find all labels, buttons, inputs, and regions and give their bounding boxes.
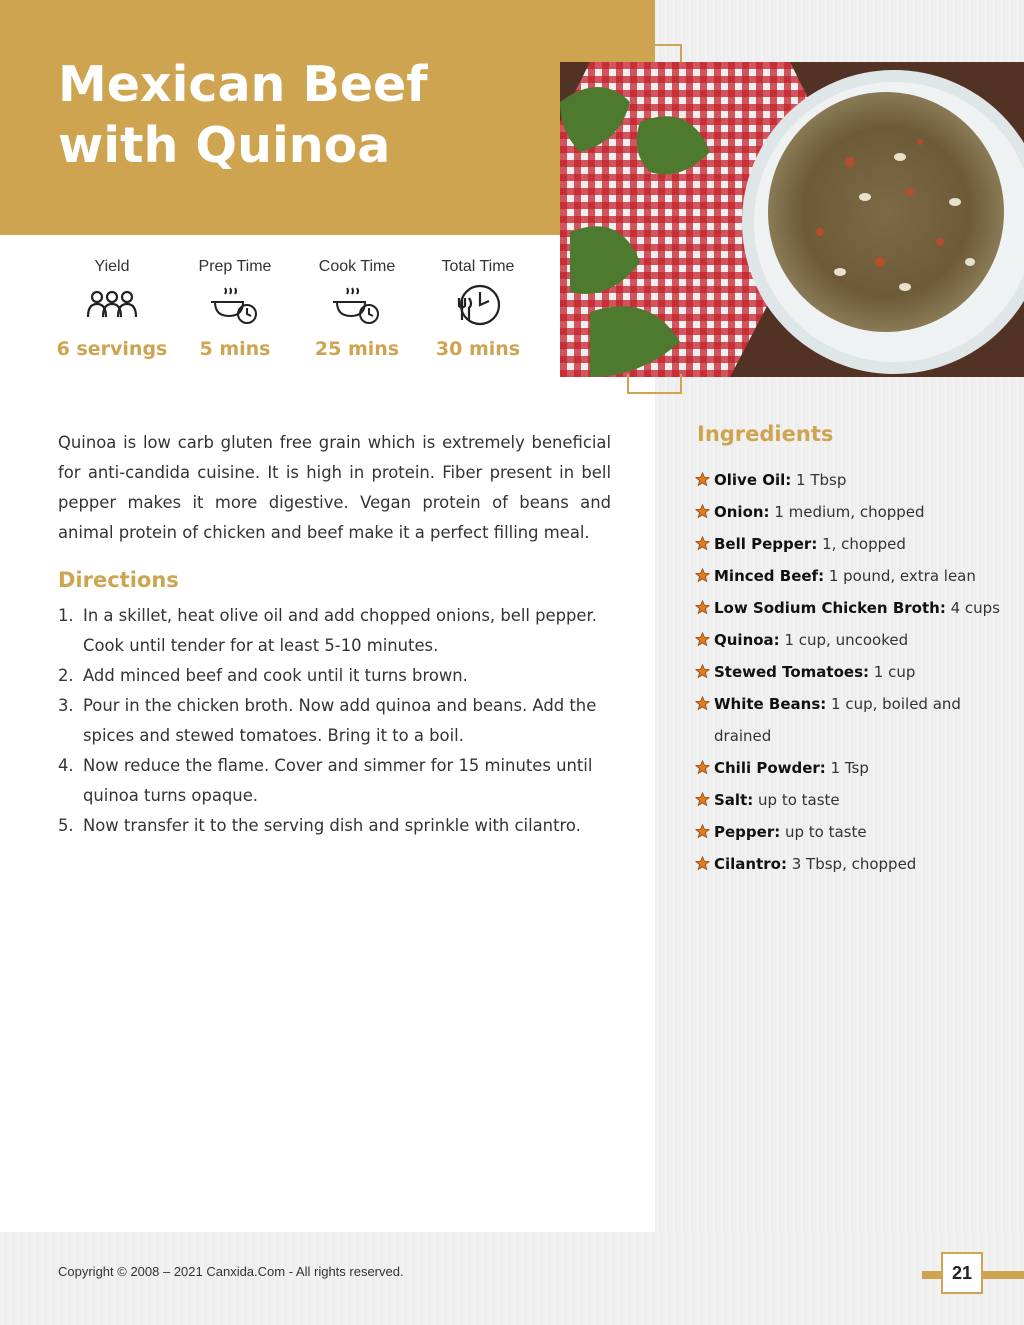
ingredient-amount: 1 cup, uncooked bbox=[779, 631, 909, 649]
ingredient-name: Stewed Tomatoes: bbox=[714, 663, 870, 681]
direction-step bbox=[58, 751, 611, 811]
step-text: Now transfer it to the serving dish and sprinkle with cilantro. bbox=[83, 816, 581, 835]
direction-step bbox=[58, 691, 611, 751]
copyright-notice: Copyright © 2008 – 2021 Canxida.Com - All rights reserved. bbox=[58, 1264, 404, 1279]
pan-timer-icon bbox=[297, 280, 417, 330]
ingredient-item bbox=[695, 752, 1015, 784]
stat-total-time bbox=[418, 258, 538, 360]
star-icon bbox=[695, 760, 710, 775]
direction-step bbox=[58, 811, 611, 841]
stat-value: 5 mins bbox=[199, 338, 271, 360]
star-icon bbox=[695, 792, 710, 807]
ingredient-amount: up to taste bbox=[753, 791, 840, 809]
star-icon bbox=[695, 632, 710, 647]
ingredient-name: Olive Oil: bbox=[714, 471, 792, 489]
step-number: 5. bbox=[58, 816, 74, 835]
step-text: Now reduce the flame. Cover and simmer for 15 minutes until quinoa turns opaque. bbox=[83, 756, 593, 805]
ingredient-name: Low Sodium Chicken Broth: bbox=[714, 599, 946, 617]
title-banner bbox=[0, 0, 655, 235]
ingredient-item bbox=[695, 624, 1015, 656]
ingredient-name: Onion: bbox=[714, 503, 770, 521]
stat-label: Total Time bbox=[441, 258, 515, 275]
stat-label: Cook Time bbox=[318, 258, 396, 275]
ingredient-item bbox=[695, 528, 1015, 560]
ingredient-amount: 4 cups bbox=[945, 599, 1000, 617]
step-text: In a skillet, heat olive oil and add chopped onions, bell pepper. Cook until tender for at least 5-10 minutes. bbox=[83, 606, 597, 655]
ingredients-list bbox=[695, 464, 1015, 880]
clock-cutlery-icon bbox=[418, 280, 538, 330]
stat-value: 25 mins bbox=[314, 338, 400, 360]
ingredients-heading: Ingredients bbox=[697, 422, 834, 446]
step-number: 2. bbox=[58, 666, 74, 685]
ingredient-amount: 1 Tsp bbox=[825, 759, 869, 777]
stat-value: 30 mins bbox=[435, 338, 521, 360]
direction-step bbox=[58, 601, 611, 661]
stat-value: 6 servings bbox=[56, 338, 168, 360]
directions-heading: Directions bbox=[58, 568, 179, 592]
ingredient-amount: 3 Tbsp, chopped bbox=[786, 855, 917, 873]
ingredient-amount: 1 cup, boiled and drained bbox=[714, 695, 961, 745]
ingredient-name: Chili Powder: bbox=[714, 759, 826, 777]
stat-yield bbox=[52, 258, 172, 360]
ingredient-amount: 1 Tbsp bbox=[791, 471, 847, 489]
page-number: 21 bbox=[941, 1252, 983, 1294]
pan-timer-icon bbox=[175, 280, 295, 330]
stat-prep-time bbox=[175, 258, 295, 360]
photo-frame-accent-top bbox=[627, 44, 682, 64]
ingredient-name: White Beans: bbox=[714, 695, 827, 713]
ingredient-item bbox=[695, 784, 1015, 816]
stat-cook-time bbox=[297, 258, 417, 360]
step-text: Pour in the chicken broth. Now add quinoa and beans. Add the spices and stewed tomatoes. Bring it to a boil. bbox=[83, 696, 597, 745]
people-icon bbox=[52, 280, 172, 330]
ingredient-item bbox=[695, 688, 1015, 752]
ingredient-name: Salt: bbox=[714, 791, 754, 809]
recipe-photo bbox=[560, 62, 1024, 377]
star-icon bbox=[695, 472, 710, 487]
star-icon bbox=[695, 568, 710, 583]
step-text: Add minced beef and cook until it turns brown. bbox=[83, 666, 468, 685]
star-icon bbox=[695, 696, 710, 711]
page-title: Mexican Beef with Quinoa bbox=[58, 56, 428, 174]
ingredient-amount: 1 cup bbox=[869, 663, 916, 681]
ingredient-item bbox=[695, 464, 1015, 496]
recipe-stats bbox=[52, 258, 542, 368]
ingredient-name: Bell Pepper: bbox=[714, 535, 818, 553]
ingredient-item bbox=[695, 560, 1015, 592]
star-icon bbox=[695, 536, 710, 551]
ingredient-amount: 1 medium, chopped bbox=[769, 503, 925, 521]
ingredient-item bbox=[695, 816, 1015, 848]
step-number: 3. bbox=[58, 696, 74, 715]
stat-label: Prep Time bbox=[198, 258, 272, 275]
step-number: 4. bbox=[58, 756, 74, 775]
ingredient-amount: 1, chopped bbox=[817, 535, 906, 553]
star-icon bbox=[695, 600, 710, 615]
recipe-intro: Quinoa is low carb gluten free grain which is extremely beneficial for anti-candida cuisine. It is high in protein. Fiber present in bell pepper makes it more digestive. Vegan protein of beans and animal protein of chicken and beef make it a perfect filling meal. bbox=[58, 433, 611, 542]
stat-label: Yield bbox=[94, 258, 130, 275]
star-icon bbox=[695, 664, 710, 679]
directions-list bbox=[58, 601, 611, 841]
photo-frame-accent-bottom bbox=[627, 374, 682, 394]
ingredient-amount: up to taste bbox=[780, 823, 867, 841]
recipe-photo-illustration bbox=[560, 62, 1024, 377]
step-number: 1. bbox=[58, 606, 74, 625]
ingredient-item bbox=[695, 848, 1015, 880]
ingredient-amount: 1 pound, extra lean bbox=[824, 567, 976, 585]
ingredient-item bbox=[695, 656, 1015, 688]
star-icon bbox=[695, 504, 710, 519]
ingredient-item bbox=[695, 496, 1015, 528]
ingredient-name: Quinoa: bbox=[714, 631, 780, 649]
ingredient-name: Minced Beef: bbox=[714, 567, 825, 585]
ingredient-name: Cilantro: bbox=[714, 855, 787, 873]
star-icon bbox=[695, 824, 710, 839]
star-icon bbox=[695, 856, 710, 871]
ingredient-name: Pepper: bbox=[714, 823, 781, 841]
ingredient-item bbox=[695, 592, 1015, 624]
direction-step bbox=[58, 661, 611, 691]
